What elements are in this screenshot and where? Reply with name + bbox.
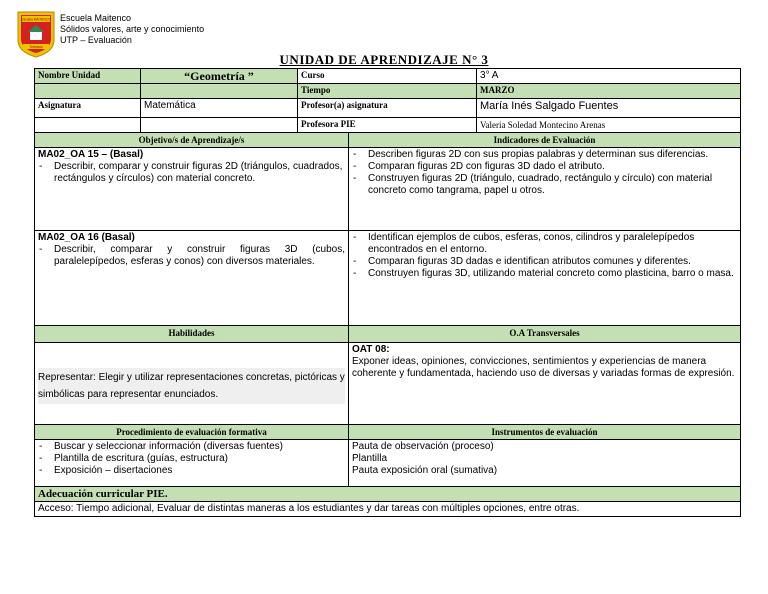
objective-cell <box>35 148 349 231</box>
skills-row <box>35 343 741 425</box>
objective-row <box>35 231 741 326</box>
indicator-item: - Describen figuras 2D con sus propias palabras y determinan sus diferencias. <box>352 149 737 161</box>
subject-label: Asignatura <box>35 99 141 118</box>
procedures-cell <box>35 440 349 487</box>
logo-bottom-text: Trebiano <box>29 45 43 49</box>
objective-row <box>35 148 741 231</box>
indicators-header: Indicadores de Evaluación <box>349 133 741 148</box>
teacher-value: María Inés Salgado Fuentes <box>477 99 741 118</box>
indicators-cell <box>349 148 741 231</box>
teacher-label: Profesor(a) asignatura <box>298 99 477 118</box>
objective-code: MA02_OA 16 (Basal) <box>38 232 135 243</box>
pie-adaptation-header: Adecuación curricular PIE. <box>35 487 741 502</box>
page-title <box>0 52 768 68</box>
unit-label: Nombre Unidad <box>35 69 141 84</box>
school-header <box>60 13 204 46</box>
skills-header: Habilidades <box>35 326 349 343</box>
transversal-cell <box>349 343 741 425</box>
time-value: MARZO <box>477 84 741 99</box>
instruments-cell <box>349 440 741 487</box>
evaluation-header-row <box>35 425 741 440</box>
school-motto: Sólidos valores, arte y conocimiento <box>60 24 205 34</box>
logo-top-text: Escuela MAITENCO <box>21 17 51 22</box>
skills-header-row <box>35 326 741 343</box>
objective-cell <box>35 231 349 326</box>
objective-text: - Describir, comparar y construir figuras 3D (cubos, paralelepípedos, esferas y conos) con diversos materiales. <box>38 244 345 268</box>
school-name: Escuela Maitenco <box>60 13 132 23</box>
procedure-item: - Exposición – disertaciones <box>38 465 345 477</box>
pie-value: Valeria Soledad Montecino Arenas <box>477 118 741 133</box>
instruments-header: Instrumentos de evaluación <box>349 425 741 440</box>
indicator-item: - Identifican ejemplos de cubos, esferas, conos, cilindros y paralelepípedos encontrados en el entorno. <box>352 232 737 256</box>
procedure-header: Procedimiento de evaluación formativa <box>35 425 349 440</box>
objectives-header: Objetivo/s de Aprendizaje/s <box>35 133 349 148</box>
skill-text: Representar: Elegir y utilizar representaciones concretas, pictóricas y simbólicas para representar enunciados. <box>38 368 345 404</box>
oat-code: OAT 08: <box>352 344 390 355</box>
info-row-subject <box>35 99 741 118</box>
pie-adaptation-text: Acceso: Tiempo adicional, Evaluar de distintas maneras a los estudiantes y dar tareas con múltiples opciones, entre otras. <box>35 502 741 517</box>
course-value: 3° A <box>477 69 741 84</box>
instrument-item: Pauta exposición oral (sumativa) <box>352 465 498 476</box>
transversal-header: O.A Transversales <box>349 326 741 343</box>
subject-value: Matemática <box>141 99 298 118</box>
procedure-item: - Plantilla de escritura (guías, estructura) <box>38 453 345 465</box>
instrument-item: Plantilla <box>352 453 388 464</box>
indicator-item: - Construyen figuras 2D (triángulo, cuadrado, rectángulo y círculo) con material concreto como tangrama, papel u otros. <box>352 173 737 197</box>
pie-label: Profesora PIE <box>298 118 477 133</box>
unit-value: “Geometría ” <box>141 69 298 84</box>
info-row-unit <box>35 69 741 84</box>
time-label: Tiempo <box>298 84 477 99</box>
unit-plan-table <box>34 68 741 517</box>
indicators-cell <box>349 231 741 326</box>
department: UTP – Evaluación <box>60 35 132 45</box>
course-label: Curso <box>298 69 477 84</box>
procedure-item: - Buscar y seleccionar información (diversas fuentes) <box>38 441 345 453</box>
instrument-item: Pauta de observación (proceso) <box>352 441 494 452</box>
indicator-item: - Comparan figuras 3D dadas e identifican atributos comunes y diferentes. <box>352 256 737 268</box>
skills-cell <box>35 343 349 425</box>
objective-code: MA02_OA 15 – (Basal) <box>38 149 144 160</box>
objective-text: - Describir, comparar y construir figuras 2D (triángulos, cuadrados, rectángulos y círculos) con material concreto. <box>38 161 345 185</box>
indicator-item: - Comparan figuras 2D con figuras 3D dado el atributo. <box>352 161 737 173</box>
page-title-text: UNIDAD DE APRENDIZAJE N° 3 <box>279 52 489 67</box>
pie-text-row <box>35 502 741 517</box>
evaluation-row <box>35 440 741 487</box>
pie-header-row <box>35 487 741 502</box>
school-crest-logo <box>16 10 56 58</box>
indicator-item: - Construyen figuras 3D, utilizando material concreto como plasticina, barro o masa. <box>352 268 737 280</box>
info-row-time <box>35 84 741 99</box>
objectives-header-row <box>35 133 741 148</box>
info-row-pie <box>35 118 741 133</box>
oat-text: Exponer ideas, opiniones, convicciones, sentimientos y experiencias de manera coherente y fundamentada, haciendo uso de diversas y variadas formas de expresión. <box>352 356 735 379</box>
